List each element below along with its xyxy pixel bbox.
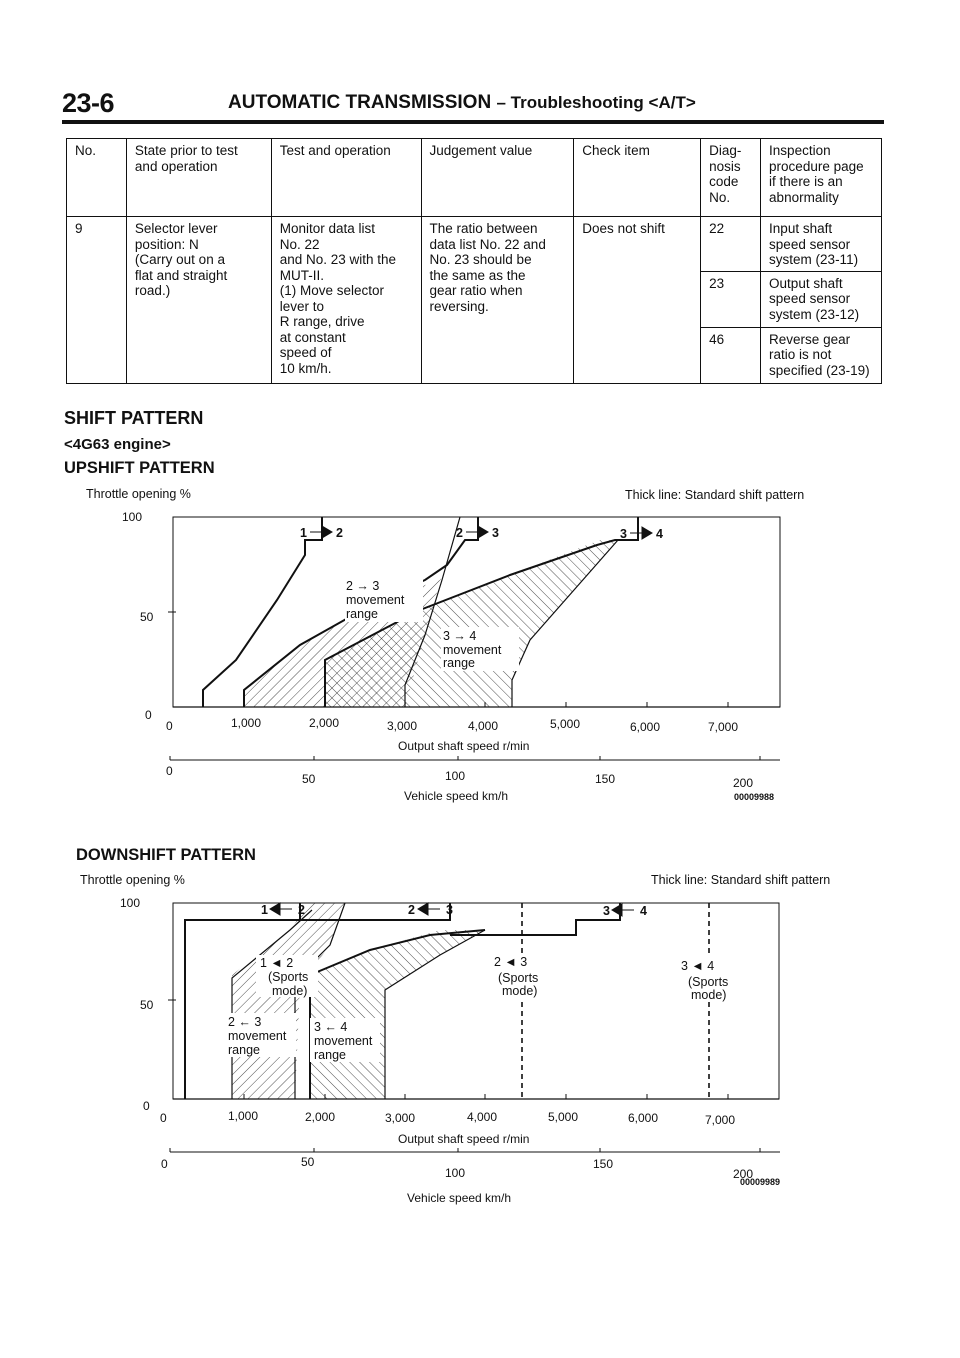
troubleshooting-table	[66, 138, 882, 384]
figure-code: 00009989	[740, 1177, 781, 1187]
x-tick-label: 1,000	[228, 1109, 259, 1123]
col-header-check: Check item	[574, 139, 701, 217]
svg-text:(Sports: (Sports	[688, 975, 729, 989]
x-axis-label-kmh: Vehicle speed km/h	[407, 1191, 512, 1205]
svg-text:1: 1	[261, 903, 268, 917]
x-tick-label: 200	[733, 776, 754, 790]
svg-text:1 ◄ 2: 1 ◄ 2	[260, 956, 294, 970]
title-main: AUTOMATIC TRANSMISSION	[228, 92, 492, 113]
x-tick-label: 5,000	[548, 1110, 579, 1124]
y-tick-label: 50	[140, 998, 154, 1012]
svg-text:movement: movement	[314, 1034, 373, 1048]
y-tick-label: 100	[122, 510, 143, 524]
svg-text:movement: movement	[346, 593, 405, 607]
cell-judgement: The ratio between data list No. 22 and No. 23 should be the same as the gear ratio when reversing.	[421, 217, 574, 384]
svg-text:2 → 3: 2 → 3	[346, 579, 380, 593]
cell-state: Selector lever position: N (Carry out on a flat and straight road.)	[126, 217, 271, 384]
col-header-state: State prior to test and operation	[126, 139, 271, 217]
upshift-note: Thick line: Standard shift pattern	[625, 488, 805, 502]
x-tick-label: 0	[166, 764, 173, 778]
svg-text:3: 3	[603, 904, 610, 918]
y-tick-label: 50	[140, 610, 154, 624]
col-header-code: Diag- nosis code No.	[701, 139, 761, 217]
svg-text:2 ← 3: 2 ← 3	[228, 1015, 262, 1029]
x-tick-label: 100	[445, 1166, 466, 1180]
x-tick-label: 0	[161, 1157, 168, 1171]
shift-label-2-3	[456, 526, 499, 540]
y-tick-label: 0	[143, 1099, 150, 1113]
svg-text:1: 1	[300, 526, 307, 540]
svg-text:3 ◄ 4: 3 ◄ 4	[681, 959, 715, 973]
cell-procedure: Reverse gear ratio is not specified (23-19)	[761, 327, 882, 383]
x-tick-label: 150	[595, 772, 616, 786]
svg-text:mode): mode)	[691, 988, 727, 1002]
col-header-procedure: Inspection procedure page if there is an abnormality	[761, 139, 882, 217]
svg-text:2 ◄ 3: 2 ◄ 3	[494, 955, 528, 969]
cell-procedure: Output shaft speed sensor system (23-12)	[761, 271, 882, 327]
range-3-4-area	[310, 930, 485, 1099]
y-tick-label: 100	[120, 896, 141, 910]
upshift-chart	[0, 500, 960, 810]
x-tick-label: 3,000	[385, 1111, 416, 1125]
svg-text:4: 4	[656, 527, 663, 541]
cell-code: 46	[701, 327, 761, 383]
range-label-2-3	[224, 1013, 296, 1057]
x-tick-label: 2,000	[309, 716, 340, 730]
x-tick-label: 0	[160, 1111, 167, 1125]
cell-code: 22	[701, 217, 761, 272]
section-title: SHIFT PATTERN	[64, 408, 204, 428]
range-label-3-4	[310, 1018, 380, 1062]
sports-label-2-3	[490, 955, 552, 999]
svg-text:2: 2	[456, 526, 463, 540]
x-tick-label: 6,000	[628, 1111, 659, 1125]
x-tick-label: 100	[445, 769, 466, 783]
shift-label-3-4	[603, 904, 647, 918]
x-tick-label: 0	[166, 719, 173, 733]
kmh-ticks	[170, 756, 760, 760]
svg-text:3: 3	[492, 526, 499, 540]
col-header-no: No.	[67, 139, 127, 217]
cell-procedure: Input shaft speed sensor system (23-11)	[761, 217, 882, 272]
svg-text:mode): mode)	[272, 984, 308, 998]
x-tick-label: 3,000	[387, 719, 418, 733]
downshift-title: DOWNSHIFT PATTERN	[76, 846, 256, 864]
downshift-note: Thick line: Standard shift pattern	[651, 873, 831, 887]
x-axis-label-kmh: Vehicle speed km/h	[404, 789, 509, 803]
x-tick-label: 1,000	[231, 716, 262, 730]
range-label-3-4	[441, 627, 519, 671]
x-tick-label: 2,000	[305, 1110, 336, 1124]
x-tick-label: 6,000	[630, 720, 661, 734]
range-label-2-3	[345, 578, 423, 622]
x-tick-label: 50	[302, 772, 316, 786]
upshift-title: UPSHIFT PATTERN	[64, 459, 215, 477]
table-header-row	[67, 139, 882, 217]
svg-text:3 ← 4: 3 ← 4	[314, 1020, 348, 1034]
svg-text:2: 2	[408, 903, 415, 917]
page-title	[228, 92, 696, 114]
svg-text:3 → 4: 3 → 4	[443, 629, 477, 643]
sports-label-1-2	[256, 955, 318, 998]
cell-code: 23	[701, 271, 761, 327]
svg-text:range: range	[443, 656, 475, 670]
svg-text:(Sports: (Sports	[498, 971, 539, 985]
shift-label-2-3	[408, 903, 453, 917]
page-number: 23-6	[62, 88, 115, 118]
svg-text:(Sports: (Sports	[268, 970, 309, 984]
svg-text:range: range	[346, 607, 378, 621]
svg-text:movement: movement	[443, 643, 502, 657]
kmh-ticks	[170, 1148, 760, 1152]
cell-test: Monitor data list No. 22 and No. 23 with the MUT-II. (1) Move selector lever to R range, drive at constant speed of 10 km/h.	[271, 217, 421, 384]
x-tick-label: 50	[301, 1155, 315, 1169]
x-axis-label-rpm: Output shaft speed r/min	[398, 1132, 530, 1146]
page-header	[62, 88, 884, 122]
x-axis-label-rpm: Output shaft speed r/min	[398, 739, 530, 753]
title-sub: – Troubleshooting <A/T>	[496, 93, 696, 112]
x-tick-label: 200	[733, 1167, 754, 1181]
engine-label: <4G63 engine>	[64, 436, 171, 453]
shift-label-3-4	[620, 527, 663, 541]
x-tick-label: 150	[593, 1157, 614, 1171]
svg-text:3: 3	[620, 527, 627, 541]
cell-no: 9	[67, 217, 127, 384]
shift-label-1-2	[261, 903, 305, 917]
shift-label-1-2	[300, 526, 343, 540]
downshift-chart	[0, 890, 960, 1210]
svg-text:4: 4	[640, 904, 647, 918]
sports-label-3-4	[677, 955, 741, 1002]
svg-text:range: range	[314, 1048, 346, 1062]
svg-text:2: 2	[298, 903, 305, 917]
x-tick-label: 4,000	[468, 719, 499, 733]
table-row	[67, 217, 882, 272]
y-tick-label: 0	[145, 708, 152, 722]
svg-text:mode): mode)	[502, 984, 538, 998]
cell-check: Does not shift	[574, 217, 701, 384]
col-header-test: Test and operation	[271, 139, 421, 217]
svg-text:2: 2	[336, 526, 343, 540]
upshift-ylabel: Throttle opening %	[86, 487, 191, 501]
svg-text:movement: movement	[228, 1029, 287, 1043]
x-tick-label: 7,000	[708, 720, 739, 734]
col-header-judgement: Judgement value	[421, 139, 574, 217]
svg-text:range: range	[228, 1043, 260, 1057]
x-tick-label: 4,000	[467, 1110, 498, 1124]
header-rule	[62, 120, 884, 124]
downshift-ylabel: Throttle opening %	[80, 873, 185, 887]
x-tick-label: 5,000	[550, 717, 581, 731]
svg-text:3: 3	[446, 903, 453, 917]
figure-code: 00009988	[734, 792, 775, 802]
x-tick-label: 7,000	[705, 1113, 736, 1127]
